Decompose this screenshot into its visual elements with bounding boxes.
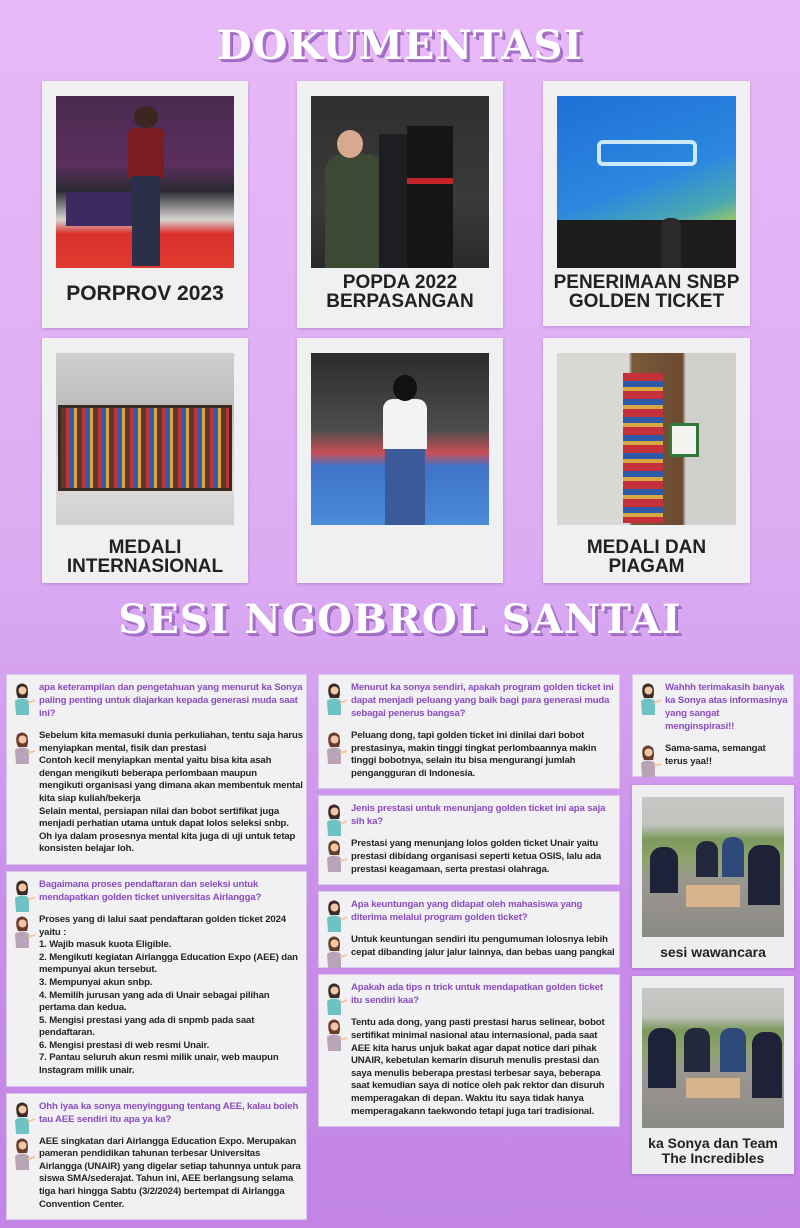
chat-card	[318, 974, 620, 1127]
question-text: Wahhh terimakasih banyak ka Sonya atas informasinya yang sangat menginspirasi!!	[665, 682, 788, 732]
photo-card-popda	[297, 81, 503, 328]
question-text: Apakah ada tips n trick untuk mendapatkan golden ticket itu sendiri kaa?	[351, 982, 603, 1007]
answer-text: Untuk keuntungan sendiri itu pengumuman lolosnya lebih cepat dibanding jalur jalur lainnya, dan bebas uang pangkal	[351, 934, 615, 958]
snbp-photo	[557, 96, 736, 268]
question-text: Bagaimana proses pendaftaran dan seleksi untuk mendapatkan golden ticket universitas Airlangga?	[39, 878, 262, 903]
photo-card-porprov	[42, 81, 248, 328]
question-message	[324, 981, 616, 1007]
answer-text: Prestasi yang menunjang lolos golden ticket Unair yaitu prestasi dibidang organisasi seperti ketua OSIS, lalu ada prestasi keagamaan, serta prestasi olahraga.	[351, 838, 602, 875]
photo-card-medali-internasional	[42, 338, 248, 583]
sonya-avatar-icon	[636, 744, 662, 778]
interviewer-avatar-icon	[322, 803, 348, 837]
chat-session-title: SESI NGOBROL SANTAI	[118, 596, 682, 643]
question-text: Menurut ka sonya sendiri, apakah program golden ticket ini dapat menjadi peluang yang baik bagi para generasi muda sebagai penerus bangsa?	[351, 682, 614, 719]
chat-column-2	[318, 674, 620, 1127]
answer-message	[12, 914, 303, 1078]
question-text: Jenis prestasi untuk menunjang golden ticket ini apa saja sih ka?	[351, 803, 606, 828]
question-message	[324, 898, 616, 924]
chat-card	[6, 871, 307, 1087]
sonya-avatar-icon	[10, 1137, 36, 1171]
sonya-avatar-icon	[10, 915, 36, 949]
answer-message	[12, 730, 303, 856]
sonya-avatar-icon	[322, 1018, 348, 1052]
answer-message	[324, 730, 616, 780]
photo-caption: MEDALI INTERNASIONAL	[66, 537, 224, 577]
photo-caption: ka Sonya dan Team The Incredibles	[648, 1135, 778, 1167]
question-message	[638, 681, 790, 733]
question-message	[12, 681, 303, 720]
chat-card	[318, 674, 620, 789]
answer-message	[324, 1017, 616, 1118]
popda-photo	[311, 96, 489, 268]
chat-card	[632, 674, 794, 777]
medals-certificates-photo	[557, 353, 736, 525]
photo-caption: PORPROV 2023	[66, 282, 224, 305]
interviewer-avatar-icon	[10, 682, 36, 716]
question-text: Ohh iyaa ka sonya menyinggung tentang AEE, kalau boleh tau AEE sendiri itu apa ya ka?	[39, 1100, 299, 1125]
question-message	[12, 1100, 303, 1126]
photo-card-medali-piagam	[543, 338, 750, 583]
question-message	[324, 802, 616, 828]
question-message	[324, 681, 616, 720]
documentation-title: DOKUMENTASI	[216, 22, 584, 69]
answer-message	[324, 934, 616, 959]
answer-text: Sebelum kita memasuki dunia perkuliahan, tentu saja harus menyiapkan mental, fisik dan prestasi Contoh kecil menyiapkan mental yaitu bisa kita asah dengan mengikuti beberapa perlombaan maupun mengikuti organisasi yang dimana akan membentuk mental kita siap kuliah/bekerja Selain mental, persiapan nilai dan bobot sertifikat juga menjadi perhatian utama untuk dapat lolos seleksi snbp. Oh iya dalam prosesnya mental kita juga di uji untuk tetap konsisten belajar loh.	[39, 730, 303, 855]
photo-caption: PENERIMAAN SNBP GOLDEN TICKET	[553, 272, 740, 312]
answer-text: Tentu ada dong, yang pasti prestasi harus selinear, bobot sertifikat minimal nasional atau internasional, pada saat AEE kita harus unjuk bakat agar dapat notice dari pihak UNAIR, kebetulan kemarin disuruh menulis prestasi dan saya menulis beberapa prestasi terbesar saya, beberapa saat kemudian saya di notice oleh pak rektor dan disuruh memperagakan di depan. Waktu itu saya tidak hanya memperagakann taekwondo tetapi juga tari tradisional.	[351, 1017, 605, 1117]
photo-card-interview-session	[632, 785, 794, 968]
taekwondo-photo	[311, 353, 489, 525]
answer-message	[638, 743, 790, 768]
chat-card	[318, 891, 620, 968]
photo-card-team	[632, 976, 794, 1174]
interviewer-avatar-icon	[322, 982, 348, 1016]
answer-message	[324, 838, 616, 876]
interviewer-avatar-icon	[322, 682, 348, 716]
team-photo	[642, 988, 784, 1128]
answer-text: AEE singkatan dari Airlangga Education Expo. Merupakan pameran pendidikan tahunan terbesar Universitas Airlangga (UNAIR) yang digelar setiap tahunnya untuk para siswa SMA/sederajat. Tahun ini, AEE berlangsung selama tiga hari hingga Sabtu (3/2/2024) bertempat di Airlangga Convention Center.	[39, 1135, 301, 1210]
medals-photo	[56, 353, 234, 525]
interview-session-photo	[642, 797, 784, 937]
chat-card	[6, 674, 307, 865]
question-message	[12, 878, 303, 904]
question-text: Apa keuntungan yang didapat oleh mahasiswa yang diterima melalui program golden ticket?	[351, 899, 583, 924]
photo-card-snbp	[543, 81, 750, 326]
sonya-avatar-icon	[10, 731, 36, 765]
chat-column-3	[632, 674, 794, 1174]
interviewer-avatar-icon	[636, 682, 662, 716]
sonya-avatar-icon	[322, 731, 348, 765]
photo-caption: POPDA 2022 BERPASANGAN	[326, 272, 474, 312]
photo-caption: MEDALI DAN PIAGAM	[586, 537, 707, 577]
answer-text: Proses yang di lalui saat pendaftaran golden ticket 2024 yaitu : 1. Wajib masuk kuota Eligible. 2. Mengikuti kegiatan Airlangga Education Expo (AEE) dan mempunyai akun tersebut. 3. Mempunyai akun snbp. 4. Memilih jurusan yang ada di Unair sebagai pilihan pertama dan kedua. 5. Mengisi prestasi yang ada di snpmb pada saat pendaftaran. 6. Mengisi prestasi di web resmi Unair. 7. Pantau seluruh akun resmi milik unair, web maupun Instagram milik unair.	[39, 913, 298, 1077]
answer-text: Sama-sama, semangat terus yaa!!	[665, 743, 766, 767]
question-text: apa keterampilan dan pengetahuan yang menurut ka Sonya paling penting untuk diajarkan kepada generasi muda saat ini?	[39, 682, 303, 719]
porprov-photo	[56, 96, 234, 268]
sonya-avatar-icon	[322, 839, 348, 873]
interviewer-avatar-icon	[10, 879, 36, 913]
interviewer-avatar-icon	[10, 1101, 36, 1135]
chat-card	[6, 1093, 307, 1221]
photo-card-taekwondo	[297, 338, 503, 583]
photo-caption: sesi wawancara	[660, 944, 766, 961]
chat-column-1	[6, 674, 307, 1220]
chat-card	[318, 795, 620, 885]
answer-text: Peluang dong, tapi golden ticket ini dinilai dari bobot prestasinya, makin tinggi tingkat perlombaannya makin tinggi bobotnya, selain itu bisa mengurangi jumlah pengangguran di Indonesia.	[351, 730, 597, 779]
sonya-avatar-icon	[322, 935, 348, 969]
interviewer-avatar-icon	[322, 899, 348, 933]
